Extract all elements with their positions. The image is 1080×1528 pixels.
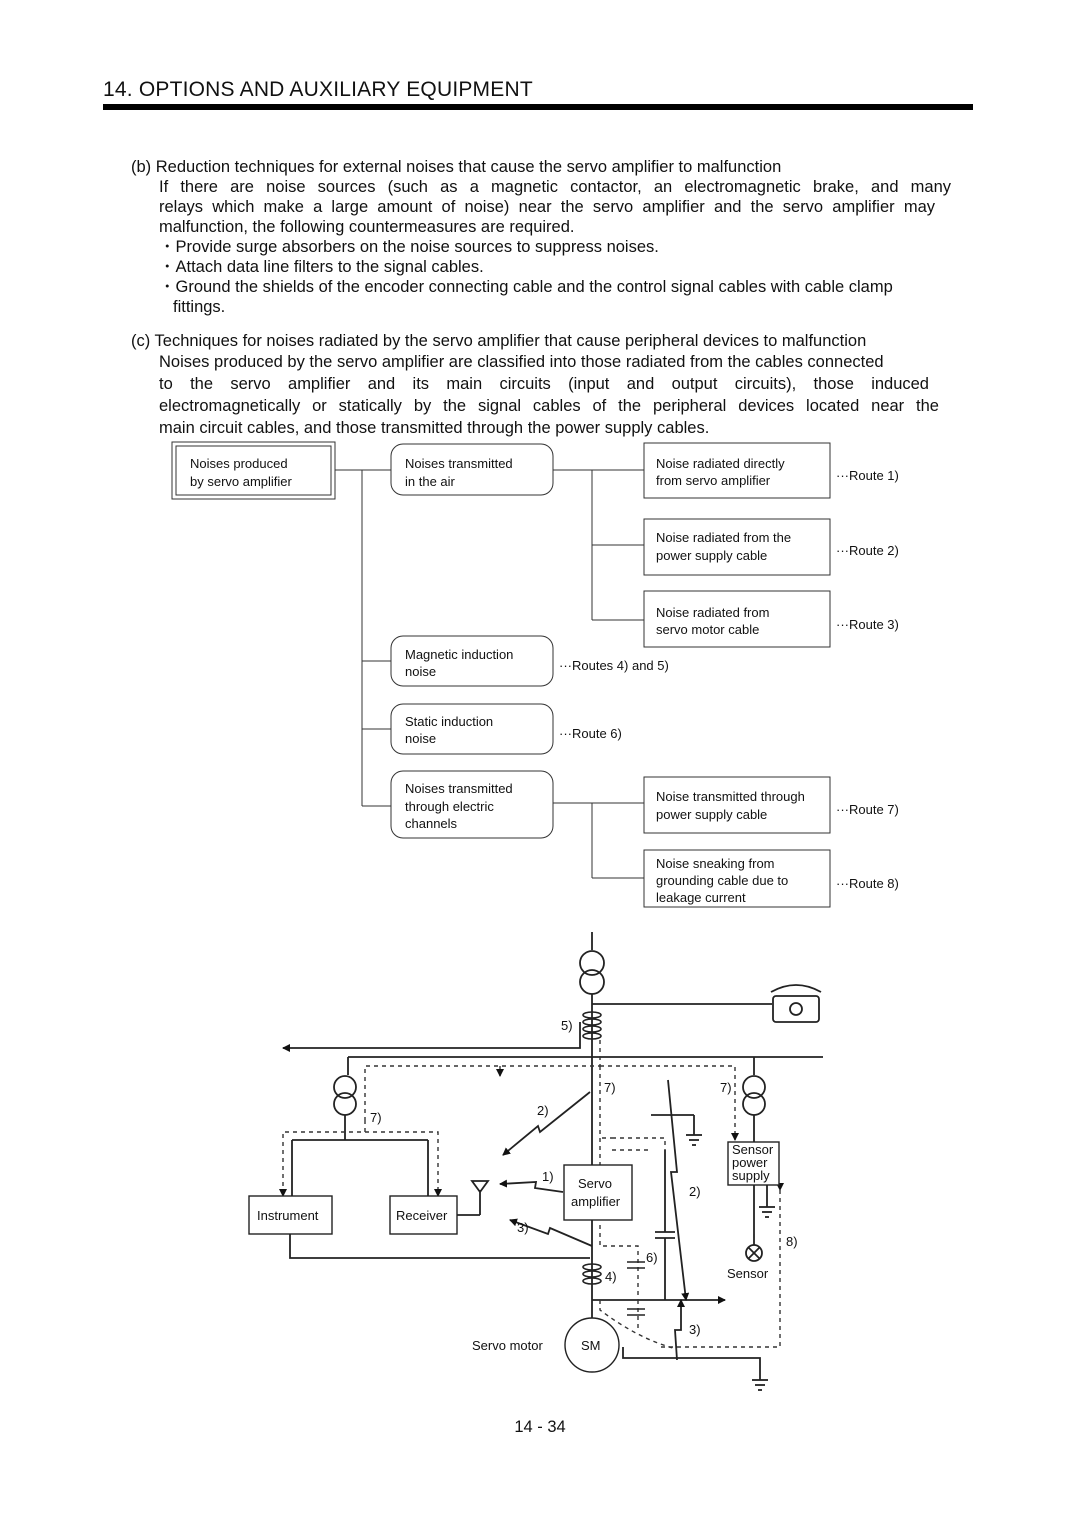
left-transformer-primary — [334, 1076, 356, 1098]
page-number: 14 - 34 — [514, 1418, 566, 1436]
static-label-1: Static induction — [405, 714, 494, 729]
left-transformer-secondary — [334, 1093, 356, 1115]
sm-label: SM — [581, 1338, 601, 1353]
sensor-power-label-1: Sensor — [732, 1142, 774, 1157]
air-label-1: Noises transmitted — [405, 456, 513, 471]
static-label-2: noise — [405, 731, 437, 746]
section-b-para-line3: malfunction, the following countermeasures are required. — [159, 218, 575, 236]
bullet-2-text: Attach data line filters to the signal cables. — [175, 258, 484, 276]
main-transformer-secondary — [580, 970, 604, 994]
stray-capacitance-6 — [627, 1262, 645, 1315]
section-b-heading: (b) Reduction techniques for external noises that cause the servo amplifier to malfunction — [131, 158, 782, 176]
magnetic-label-1: Magnetic induction — [405, 647, 514, 662]
section-header: 14. OPTIONS AND AUXILIARY EQUIPMENT — [103, 78, 533, 101]
r3-label-2: servo motor cable — [656, 622, 760, 637]
route8-label: ···Route 8) — [836, 876, 899, 891]
telephone-handset — [771, 985, 821, 992]
route-num-7a: 7) — [370, 1110, 382, 1125]
section-c-para-line4: main circuit cables, and those transmitted through the power supply cables. — [159, 419, 710, 437]
route-num-5: 5) — [561, 1018, 573, 1033]
route-num-8: 8) — [786, 1234, 798, 1249]
route1-label: ···Route 1) — [836, 468, 899, 483]
noise-route-circuit-diagram — [0, 920, 1080, 1400]
r3-label-1: Noise radiated from — [656, 605, 770, 620]
r1-label-1: Noise radiated directly — [656, 456, 785, 471]
sensor-power-label-3: supply — [732, 1168, 770, 1183]
r2-label-1: Noise radiated from the — [656, 530, 792, 545]
r8-label-1: Noise sneaking from — [656, 856, 775, 871]
section-b-para-line2: relays which make a large amount of noise) near the servo amplifier and the servo amplifier may — [159, 198, 935, 216]
right-transformer-primary — [743, 1076, 765, 1098]
route-num-6: 6) — [646, 1250, 658, 1265]
section-c-para-line3: electromagnetically or statically by the signal cables of the peripheral devices located near the — [159, 397, 939, 415]
root-label-2: by servo amplifier — [190, 474, 292, 489]
electric-label-2: through electric — [405, 799, 494, 814]
section-c-para-line2: to the servo amplifier and its main circuits (input and output circuits), those induced — [159, 375, 929, 393]
main-transformer-primary — [580, 951, 604, 975]
r1-label-2: from servo amplifier — [656, 473, 771, 488]
r7-label-2: power supply cable — [656, 807, 768, 822]
section-c-para-line1: Noises produced by the servo amplifier are classified into those radiated from the cables connected — [159, 353, 884, 371]
magnetic-label-2: noise — [405, 664, 437, 679]
route7-box — [644, 777, 830, 833]
r8-label-2: grounding cable due to — [656, 873, 789, 888]
sensor-power-label-2: power — [732, 1155, 768, 1170]
telephone-dial — [790, 1003, 802, 1015]
bullet-3: ・Ground the shields of the encoder connecting cable and the control signal cables with cable clamp — [159, 278, 893, 296]
route-num-7c: 7) — [720, 1080, 732, 1095]
servo-label-2: amplifier — [571, 1194, 621, 1209]
route-num-1: 1) — [542, 1169, 554, 1184]
bullet-2: ・Attach data line filters to the signal cables. — [159, 258, 484, 276]
bullet-3-continued: fittings. — [173, 298, 226, 316]
route45-label: ···Routes 4) and 5) — [559, 658, 669, 673]
bullet-1: ・Provide surge absorbers on the noise sources to suppress noises. — [159, 238, 659, 256]
route-num-3a: 3) — [517, 1220, 529, 1235]
servo-label-1: Servo — [578, 1176, 612, 1191]
static-box — [391, 704, 553, 754]
electric-label-1: Noises transmitted — [405, 781, 513, 796]
electric-label-3: channels — [405, 816, 458, 831]
telephone-body — [773, 996, 819, 1022]
section-c-heading: (c) Techniques for noises radiated by the servo amplifier that cause peripheral devices to malfunction — [131, 332, 867, 350]
bullet-1-text: Provide surge absorbers on the noise sources to suppress noises. — [175, 238, 659, 256]
section-b-para-line1: If there are noise sources (such as a magnetic contactor, an electromagnetic brake, and many — [159, 178, 951, 196]
r7-label-1: Noise transmitted through — [656, 789, 805, 804]
route2-box — [644, 519, 830, 575]
right-transformer-secondary — [743, 1093, 765, 1115]
servo-amplifier-box — [564, 1165, 632, 1220]
route-num-3b: 3) — [689, 1322, 701, 1337]
route7-label: ···Route 7) — [836, 802, 899, 817]
route2-label: ···Route 2) — [836, 543, 899, 558]
instrument-label: Instrument — [257, 1208, 319, 1223]
servo-motor-label: Servo motor — [472, 1338, 543, 1353]
r8-label-3: leakage current — [656, 890, 746, 905]
route6-label: ···Route 6) — [559, 726, 622, 741]
route3-label: ···Route 3) — [836, 617, 899, 632]
receiver-label: Receiver — [396, 1208, 448, 1223]
route-num-2a: 2) — [537, 1103, 549, 1118]
route-num-4: 4) — [605, 1269, 617, 1284]
route-num-7b: 7) — [604, 1080, 616, 1095]
route-num-2b: 2) — [689, 1184, 701, 1199]
r2-label-2: power supply cable — [656, 548, 768, 563]
root-label-1: Noises produced — [190, 456, 288, 471]
sensor-label: Sensor — [727, 1266, 769, 1281]
bullet-3-text: Ground the shields of the encoder connecting cable and the control signal cables with cable clamp — [175, 278, 893, 296]
air-label-2: in the air — [405, 474, 455, 489]
